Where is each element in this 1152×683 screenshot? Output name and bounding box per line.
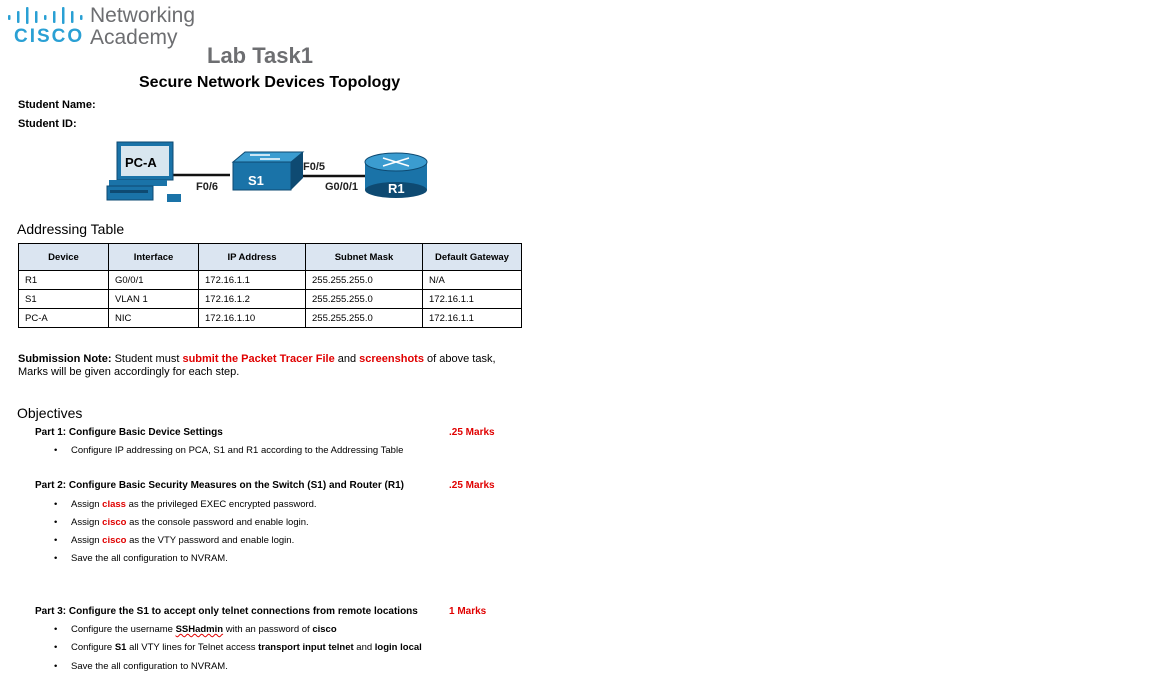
logo-academy: Academy [90,26,178,49]
part3-bullet-3 [54,661,228,672]
part2-bullet-3 [54,535,295,546]
addressing-table-heading: Addressing Table [17,221,125,237]
switch-label: S1 [248,173,264,188]
table-row [19,290,522,309]
bullet-text: Assign [71,499,103,510]
bullet-text: as the privileged EXEC encrypted password. [125,499,317,510]
topology-diagram [105,140,435,206]
bullet-icon: • [54,661,58,672]
part2-bullet-4 [54,553,228,564]
table-header-row [19,244,522,271]
table-cell: 255.255.255.0 [306,271,423,290]
device-value: S1 [114,642,127,653]
part2-title: Part 2: Configure Basic Security Measures on the Switch (S1) and Router (R1) [35,480,404,491]
password-value: cisco [312,624,337,635]
bullet-text: Assign [71,517,103,528]
table-cell: 172.16.1.1 [423,290,522,309]
command-value: login local [374,642,422,653]
table-cell: 172.16.1.10 [199,309,306,328]
table-cell: 172.16.1.1 [423,309,522,328]
part3-bullet-1 [54,624,337,635]
table-cell: 255.255.255.0 [306,290,423,309]
bullet-text: with an password of [223,624,313,635]
table-cell: PC-A [19,309,109,328]
cisco-logo-bars-icon [8,6,84,24]
bullet-icon: • [54,642,58,653]
pc-label: PC-A [125,155,157,170]
submission-text: Marks will be given accordingly for each step. [18,366,240,378]
port-label-g0-0-1: G0/0/1 [325,181,359,193]
submission-text: of above task, [423,353,496,365]
bullet-icon: • [54,553,58,564]
bullet-text: Assign [71,535,103,546]
table-cell: G0/0/1 [109,271,199,290]
port-label-f0-6: F0/6 [196,181,219,193]
pc-icon [107,142,181,202]
column-header: Device [19,244,109,271]
addressing-table [18,243,522,328]
submission-note-label: Submission Note: [18,353,112,365]
table-cell: S1 [19,290,109,309]
part3-bullet-2 [54,642,422,653]
column-header: Subnet Mask [306,244,423,271]
username-value: SSHadmin [175,624,224,635]
part3-title: Part 3: Configure the S1 to accept only telnet connections from remote locations [35,606,418,617]
part2-marks: .25 Marks [449,480,495,491]
submission-text: and [334,353,360,365]
lab-title: Lab Task1 [207,43,313,68]
table-cell: VLAN 1 [109,290,199,309]
part1-bullet-1 [54,445,404,456]
submission-text: Student must [111,353,183,365]
bullet-icon: • [54,535,58,546]
part2-bullet-1 [54,499,317,510]
table-cell: 172.16.1.1 [199,271,306,290]
document-title: Secure Network Devices Topology [139,74,401,91]
port-label-f0-5: F0/5 [303,161,326,173]
command-value: transport input telnet [258,642,354,653]
bullet-text: Save the all configuration to NVRAM. [71,553,228,564]
bullet-highlight: cisco [102,517,127,528]
table-cell: 172.16.1.2 [199,290,306,309]
table-cell: R1 [19,271,109,290]
submission-note [18,353,518,379]
bullet-text: as the VTY password and enable login. [126,535,295,546]
student-id-label: Student ID: [18,118,77,130]
objectives-heading: Objectives [17,405,83,421]
table-cell: NIC [109,309,199,328]
part1-marks: .25 Marks [449,427,495,438]
bullet-text: Save the all configuration to NVRAM. [71,661,228,672]
part3-marks: 1 Marks [449,606,487,617]
bullet-icon: • [54,499,58,510]
switch-icon [233,152,303,190]
bullet-icon: • [54,445,58,456]
submission-highlight: submit the Packet Tracer File [182,353,335,365]
table-row [19,271,522,290]
part2-bullet-2 [54,517,309,528]
bullet-text: Configure [71,642,115,653]
cisco-wordmark: CISCO [14,26,85,47]
table-cell: N/A [423,271,522,290]
table-cell: 255.255.255.0 [306,309,423,328]
router-label: R1 [388,181,405,196]
bullet-highlight: class [102,499,126,510]
bullet-text: and [353,642,375,653]
bullet-text: Configure IP addressing on PCA, S1 and R1 according to the Addressing Table [71,445,404,456]
column-header: Interface [109,244,199,271]
part1-title: Part 1: Configure Basic Device Settings [35,427,223,438]
logo-networking: Networking [90,4,196,27]
column-header: IP Address [199,244,306,271]
bullet-text: all VTY lines for Telnet access [126,642,259,653]
bullet-text: Configure the username [71,624,176,635]
column-header: Default Gateway [423,244,522,271]
bullet-text: as the console password and enable login. [126,517,309,528]
submission-highlight: screenshots [359,353,424,365]
table-row [19,309,522,328]
bullet-highlight: cisco [102,535,127,546]
student-name-label: Student Name: [18,99,96,111]
bullet-icon: • [54,517,58,528]
bullet-icon: • [54,624,58,635]
